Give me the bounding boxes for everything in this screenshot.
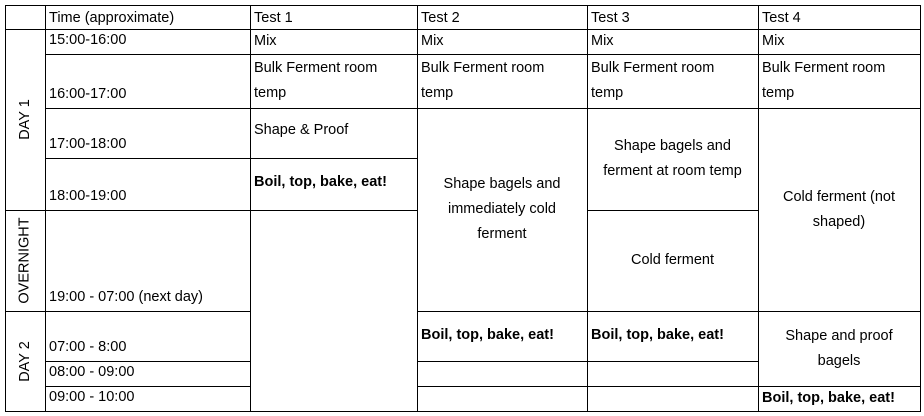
test-2-shape: Shape bagels and immediately cold ferment (417, 108, 588, 312)
test-1-mix: Mix (250, 29, 418, 55)
time-cell-6: 07:00 - 8:00 (45, 311, 251, 362)
time-cell-4: 18:00-19:00 (45, 158, 251, 211)
test-3-bulk: Bulk Ferment room temp (587, 54, 759, 109)
test-3-bake: Boil, top, bake, eat! (587, 311, 759, 362)
time-cell-7: 08:00 - 09:00 (45, 361, 251, 387)
time-cell-3: 17:00-18:00 (45, 108, 251, 159)
test-4-mix: Mix (758, 29, 921, 55)
header-time: Time (approximate) (45, 5, 251, 30)
overnight-label: OVERNIGHT (5, 210, 46, 312)
header-test-2: Test 2 (417, 5, 588, 30)
time-cell-8: 09:00 - 10:00 (45, 386, 251, 412)
test-1-bake: Boil, top, bake, eat! (250, 158, 418, 211)
test-1-bulk: Bulk Ferment room temp (250, 54, 418, 109)
test-3-mix: Mix (587, 29, 759, 55)
test-3-empty-2 (587, 386, 759, 412)
test-2-bake: Boil, top, bake, eat! (417, 311, 588, 362)
time-cell-1: 15:00-16:00 (45, 29, 251, 55)
test-4-shape: Shape and proof bagels (758, 311, 921, 387)
time-cell-5: 19:00 - 07:00 (next day) (45, 210, 251, 312)
test-3-cold: Cold ferment (587, 210, 759, 312)
header-test-1: Test 1 (250, 5, 418, 30)
test-3-shape: Shape bagels and ferment at room temp (587, 108, 759, 211)
test-2-mix: Mix (417, 29, 588, 55)
corner-cell (5, 5, 46, 30)
day-2-label: DAY 2 (5, 311, 46, 412)
header-test-3: Test 3 (587, 5, 759, 30)
test-1-shape: Shape & Proof (250, 108, 418, 159)
test-4-bake: Boil, top, bake, eat! (758, 386, 921, 412)
test-2-empty-1 (417, 361, 588, 387)
time-cell-2: 16:00-17:00 (45, 54, 251, 109)
test-2-empty-2 (417, 386, 588, 412)
test-1-empty (250, 210, 418, 412)
header-test-4: Test 4 (758, 5, 921, 30)
test-4-cold: Cold ferment (not shaped) (758, 108, 921, 312)
test-3-empty-1 (587, 361, 759, 387)
day-1-label: DAY 1 (5, 29, 46, 211)
test-2-bulk: Bulk Ferment room temp (417, 54, 588, 109)
test-4-bulk: Bulk Ferment room temp (758, 54, 921, 109)
